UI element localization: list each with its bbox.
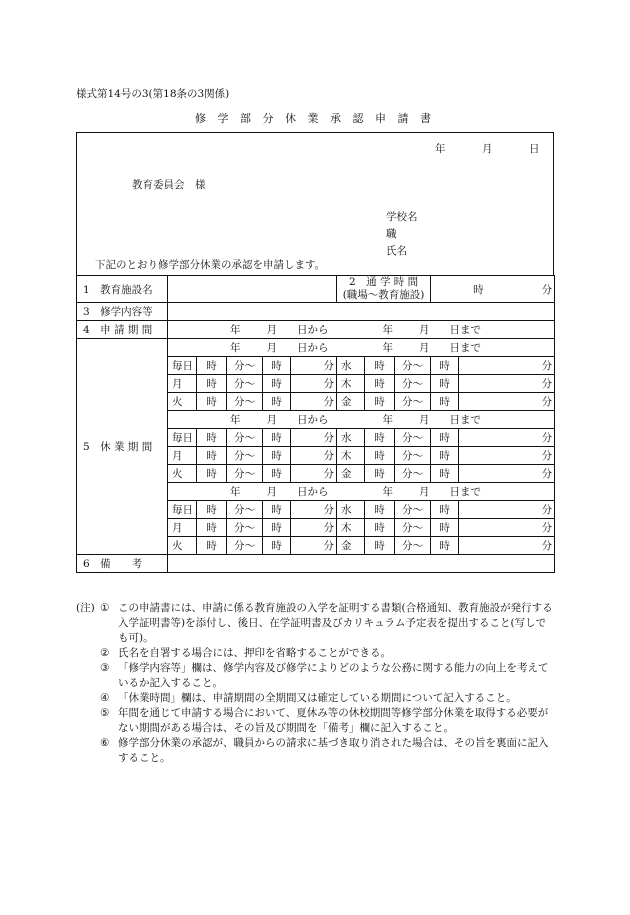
time-hour[interactable]: 時 [197,537,227,555]
school-name-label: 学校名 [386,211,418,223]
time-minute[interactable]: 分 [459,447,555,465]
time-minute[interactable]: 分 [291,429,337,447]
day-label: 木 [337,375,365,393]
time-minute-from[interactable]: 分～ [395,465,431,483]
time-hour[interactable]: 時 [263,357,291,375]
time-minute-from[interactable]: 分～ [227,375,263,393]
period-row [77,321,555,339]
time-hour[interactable]: 時 [431,465,459,483]
time-hour[interactable]: 時 [197,465,227,483]
commute-hour[interactable]: 時 [431,276,486,303]
time-hour[interactable]: 時 [263,501,291,519]
time-hour[interactable]: 時 [431,519,459,537]
time-hour[interactable]: 時 [197,447,227,465]
time-minute[interactable]: 分 [291,393,337,411]
time-minute[interactable]: 分 [459,465,555,483]
time-minute[interactable]: 分 [459,537,555,555]
time-hour[interactable]: 時 [431,537,459,555]
leave-label: 5 休 業 期 間 [77,339,168,555]
time-minute[interactable]: 分 [459,357,555,375]
remarks-label: 6 備 考 [77,555,168,573]
time-hour[interactable]: 時 [197,393,227,411]
time-hour[interactable]: 時 [431,357,459,375]
commute-label: 2 通 学 時 間 (職場～教育施設) [337,276,431,303]
leave-period-1 [77,339,555,357]
time-hour[interactable]: 時 [263,537,291,555]
date-month-label: 月 [482,143,493,155]
addressee: 教育委員会 様 [132,179,206,191]
day-label: 水 [337,357,365,375]
time-minute-from[interactable]: 分～ [227,447,263,465]
time-hour[interactable]: 時 [431,429,459,447]
time-minute[interactable]: 分 [459,519,555,537]
day-label: 毎日 [168,357,197,375]
note-item: ③ 「修学内容等」欄は、修学内容及び修学によりどのような公務に関する能力の向上を考えているか記入すること。 [100,662,549,689]
time-hour[interactable]: 時 [365,519,395,537]
time-hour[interactable]: 時 [263,519,291,537]
content-row [77,303,555,321]
time-hour[interactable]: 時 [263,429,291,447]
time-hour[interactable]: 時 [197,375,227,393]
time-minute-from[interactable]: 分～ [395,375,431,393]
note-item: ② 氏名を自署する場合には、押印を省略することができる。 [100,647,391,659]
time-minute-from[interactable]: 分～ [227,519,263,537]
time-hour[interactable]: 時 [365,537,395,555]
time-hour[interactable]: 時 [431,447,459,465]
time-hour[interactable]: 時 [365,447,395,465]
content-input[interactable] [168,303,555,321]
time-minute-from[interactable]: 分～ [227,537,263,555]
time-minute[interactable]: 分 [291,465,337,483]
day-label: 火 [168,537,197,555]
leave-range-3[interactable]: 年 月 日から 年 月 日まで [168,483,555,501]
application-table [76,275,555,573]
time-minute-from[interactable]: 分～ [395,501,431,519]
date-day-label: 日 [529,143,540,155]
time-minute-from[interactable]: 分～ [227,357,263,375]
commute-minute[interactable]: 分 [486,276,555,303]
day-label: 木 [337,447,365,465]
time-hour[interactable]: 時 [365,429,395,447]
time-minute[interactable]: 分 [459,501,555,519]
date-year-label: 年 [435,143,446,155]
time-hour[interactable]: 時 [197,429,227,447]
period-label: 4 申 請 期 間 [77,321,168,339]
leave-range-2[interactable]: 年 月 日から 年 月 日まで [168,411,555,429]
time-minute[interactable]: 分 [291,375,337,393]
time-minute-from[interactable]: 分～ [395,447,431,465]
day-label: 月 [168,519,197,537]
day-label: 月 [168,375,197,393]
note-item: ④ 「休業時間」欄は、申請期間の全期間又は確定している期間について記入すること。 [100,692,517,704]
notes-section [76,601,556,766]
day-label: 金 [337,393,365,411]
time-hour[interactable]: 時 [431,393,459,411]
note-item: ⑥ 修学部分休業の承認が、職員からの請求に基づき取り消された場合は、その旨を裏面に記入すること。 [100,737,549,764]
facility-row [77,276,555,303]
time-minute[interactable]: 分 [291,537,337,555]
day-label: 金 [337,465,365,483]
day-label: 金 [337,537,365,555]
remarks-input[interactable] [168,555,555,573]
time-minute-from[interactable]: 分～ [227,393,263,411]
time-hour[interactable]: 時 [365,375,395,393]
time-minute[interactable]: 分 [291,519,337,537]
content-label: 3 修学内容等 [77,303,168,321]
time-minute-from[interactable]: 分～ [395,357,431,375]
day-label: 火 [168,393,197,411]
time-minute-from[interactable]: 分～ [227,465,263,483]
day-label: 毎日 [168,501,197,519]
time-hour[interactable]: 時 [197,357,227,375]
note-item: (注) ① この申請書には、申請に係る教育施設の入学を証明する書類(合格通知、教育施設が発行する入学証明書等)を添付し、後日、在学証明書及びカリキュラム予定表を提出すること(写しでも可)。 [76,602,553,644]
time-minute-from[interactable]: 分～ [227,429,263,447]
note-item: ⑤ 年間を通じて申請する場合において、夏休み等の休校期間等修学部分休業を取得する必要がない期間がある場合は、その旨及び期間を「備考」欄に記入すること。 [100,707,549,734]
period-input[interactable]: 年 月 日から 年 月 日まで [168,321,555,339]
position-label: 職 [386,228,397,240]
time-minute-from[interactable]: 分～ [395,519,431,537]
day-label: 毎日 [168,429,197,447]
remarks-row [77,555,555,573]
time-minute[interactable]: 分 [291,447,337,465]
time-minute[interactable]: 分 [459,429,555,447]
form-number: 様式第14号の3(第18条の3関係) [76,88,230,100]
notes-prefix: (注) [76,602,95,614]
time-hour[interactable]: 時 [263,447,291,465]
leave-range-1[interactable]: 年 月 日から 年 月 日まで [168,339,555,357]
time-hour[interactable]: 時 [431,501,459,519]
time-minute-from[interactable]: 分～ [395,537,431,555]
applicant-name-label: 氏名 [386,245,407,257]
time-hour[interactable]: 時 [365,465,395,483]
time-minute[interactable]: 分 [291,501,337,519]
request-statement: 下記のとおり修学部分休業の承認を申請します。 [95,259,326,271]
facility-input[interactable] [168,276,337,303]
time-hour[interactable]: 時 [365,357,395,375]
time-minute[interactable]: 分 [459,393,555,411]
time-hour[interactable]: 時 [263,393,291,411]
time-minute-from[interactable]: 分～ [395,393,431,411]
time-hour[interactable]: 時 [365,393,395,411]
time-hour[interactable]: 時 [197,519,227,537]
application-header-box [76,132,554,276]
day-label: 月 [168,447,197,465]
day-label: 火 [168,465,197,483]
time-hour[interactable]: 時 [365,501,395,519]
day-label: 水 [337,429,365,447]
time-hour[interactable]: 時 [431,375,459,393]
day-label: 水 [337,501,365,519]
time-minute[interactable]: 分 [291,357,337,375]
time-hour[interactable]: 時 [197,501,227,519]
time-minute-from[interactable]: 分～ [395,429,431,447]
time-minute-from[interactable]: 分～ [227,501,263,519]
facility-label: 1 教育施設名 [77,276,168,303]
time-hour[interactable]: 時 [263,375,291,393]
time-minute[interactable]: 分 [459,375,555,393]
time-hour[interactable]: 時 [263,465,291,483]
day-label: 木 [337,519,365,537]
document-title: 修 学 部 分 休 業 承 認 申 請 書 [195,112,435,125]
